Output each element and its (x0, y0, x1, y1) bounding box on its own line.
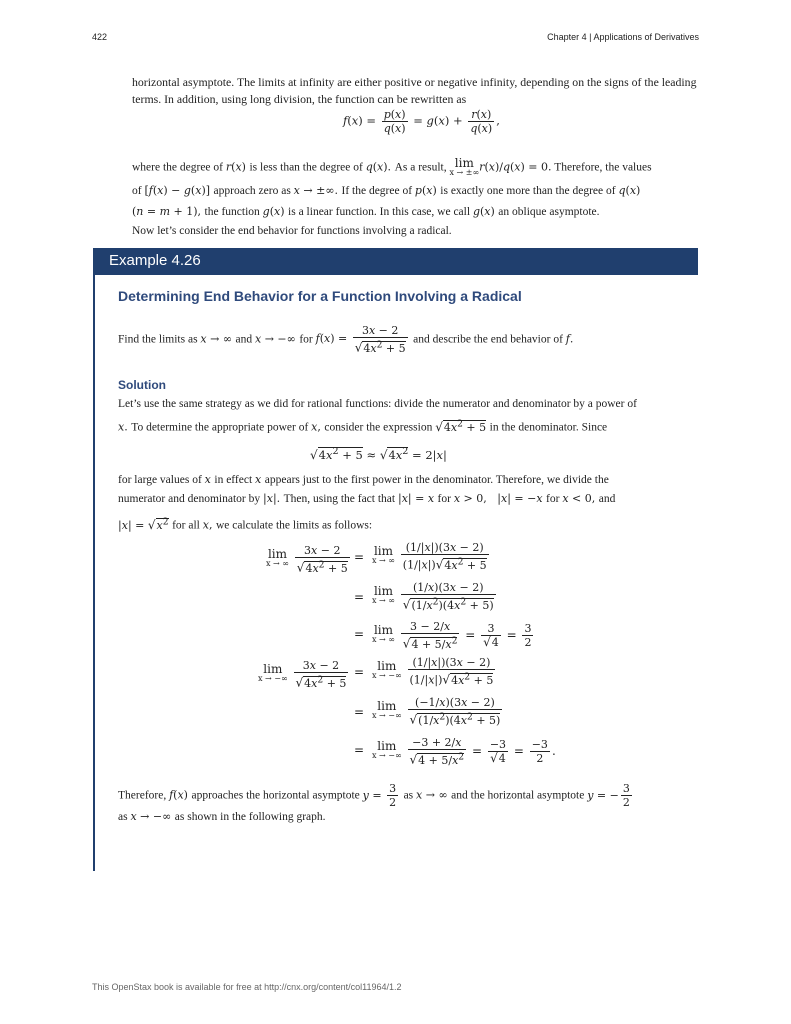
limit-lhs-neg: lim x → −∞ $\frac{3x - 2}{√4x^2 + 5}$ (258, 659, 347, 690)
limit-lhs-pos: lim x → ∞ $\frac{3x - 2}{√4x^2 + 5}$ (266, 544, 348, 575)
solution-line-4: numerator and denominator by |x|. Then, using the fact that |x| = x for x > 0, |x| = −x for x < 0, and (118, 492, 616, 505)
step-4: lim x → −∞ $\frac{(1/|x|)(3x - 2)}{(1/|x|)√4x^2 + 5}$ (372, 656, 494, 687)
example-label: Example 4.26 (109, 252, 201, 269)
step-1: lim x → ∞ $\frac{(1/|x|)(3x - 2)}{(1/|x|)√4x^2 + 5}$ (372, 541, 487, 572)
example-heading: Determining End Behavior for a Function Involving a Radical (118, 288, 522, 304)
eq-sign-3: = (354, 627, 365, 641)
page-number: 422 (92, 32, 108, 42)
intro-paragraph: horizontal asymptote. The limits at infinity are either positive or negative infinity, depending on the signs of the leading terms. In addition, using long division, the function can be rewritten as (132, 75, 697, 106)
approx-equation: $√4x^2 + 5 \approx √4x^2 = 2|x|$ (310, 446, 447, 462)
solution-line-5: $|x| = √x^2$ for all x, we calculate the limits as follows: (118, 516, 373, 532)
display-equation: f(x) = $\frac{p(x)}{q(x)}$ = g(x) + $\frac{r(x)}{q(x)}$ , (343, 108, 500, 135)
example-border (93, 275, 95, 871)
eq-sign-2: = (354, 590, 365, 604)
conclusion-line-2: as x → −∞ as shown in the following graph. (118, 810, 326, 823)
example-bar (93, 248, 698, 275)
intro-line-4: (n = m + 1), the function g(x) is a linear function. In this case, we call g(x) an oblique asymptote. (132, 205, 600, 218)
intro-line-3: of [f(x) − g(x)] approach zero as x → ±∞. If the degree of p(x) is exactly one more than the degree of q(x) (132, 184, 641, 197)
step-6: lim x → −∞ $\frac{-3 + 2/x}{√4 + 5/x^2}$ = $\frac{-3}{√4}$ = $\frac{-3}{2}$ . (372, 736, 556, 767)
example-problem: Find the limits as x → ∞ and x → −∞ for f(x) = $\frac{3x - 2}{√4x^2 + 5}$ and describe the end behavior of f. (118, 324, 574, 355)
step-2: lim x → ∞ $\frac{(1/x)(3x - 2)}{√(1/x^2)(4x^2 + 5)}$ (372, 581, 494, 612)
step-3: lim x → ∞ $\frac{3 - 2/x}{√4 + 5/x^2}$ = $\frac{3}{√4}$ = $\frac{3}{2}$ (372, 620, 532, 651)
intro-line-2: where the degree of r(x) is less than the degree of q(x). As a result, lim x → ±∞ r(x)/q(x) = 0. Therefore, the values (132, 156, 652, 177)
step-5: lim x → −∞ $\frac{(-1/x)(3x - 2)}{√(1/x^2)(4x^2 + 5)}$ (372, 696, 501, 727)
eq-sign-6: = (354, 743, 365, 757)
solution-line-2: x. To determine the appropriate power of x, consider the expression $√4x^2 + 5$ in the denominator. Since (118, 418, 608, 434)
solution-line-1: Let’s use the same strategy as we did for rational functions: divide the numerator and denominator by a power of (118, 398, 637, 410)
eq-sign-1: = (354, 550, 365, 564)
chapter-title: Chapter 4 | Applications of Derivatives (547, 32, 699, 42)
intro-line-5: Now let’s consider the end behavior for functions involving a radical. (132, 225, 452, 237)
solution-heading: Solution (118, 378, 166, 392)
conclusion-line-1: Therefore, f(x) approaches the horizontal asymptote y = $\frac{3}{2}$ as x → ∞ and the horizontal asymptote y = − $\frac{3}{2}$ (118, 782, 630, 809)
eq-sign-5: = (354, 705, 365, 719)
footer-text: This OpenStax book is available for free at http://cnx.org/content/col11964/1.2 (92, 982, 402, 992)
eq-sign-4: = (354, 665, 365, 679)
solution-line-3: for large values of x in effect x appears just to the first power in the denominator. Therefore, we divide the (118, 473, 609, 486)
